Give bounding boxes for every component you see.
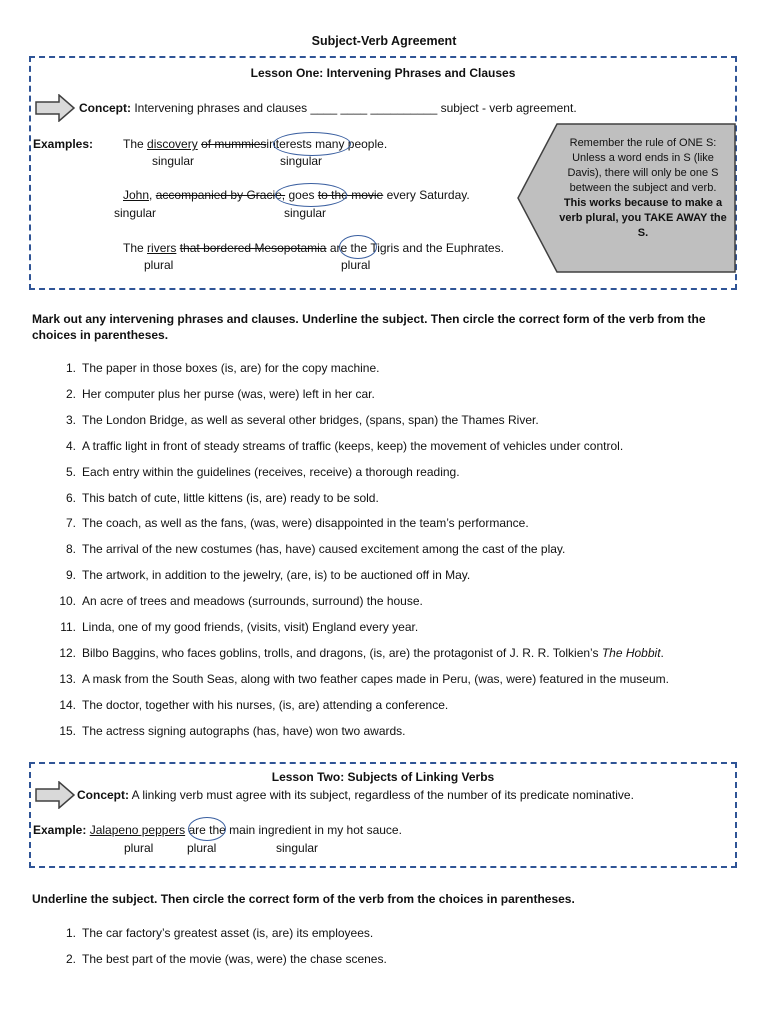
question-text: The artwork, in addition to the jewelry, (are, is) to be auctioned off in May. — [82, 568, 471, 583]
question-text: The doctor, together with his nurses, (is, are) attending a conference. — [82, 697, 449, 712]
verb-circle — [275, 183, 347, 207]
question-item — [54, 698, 448, 712]
lesson-two-box — [29, 762, 737, 868]
example-3-phrase: that bordered Mesopotamia — [179, 241, 327, 255]
question-text: The London Bridge, as well as several other bridges, (spans, span) the Thames River. — [82, 412, 539, 427]
question-item — [54, 646, 664, 660]
example-2-subject: John — [123, 188, 150, 202]
example-1-rest: many people. — [315, 137, 388, 151]
example-3-rest: the Tigris and the Euphrates. — [350, 241, 504, 255]
example-two-rest: the main ingredient in my hot sauce. — [209, 823, 402, 837]
question-number: 1. — [65, 361, 76, 375]
example-1-phrase: of mummies — [201, 137, 267, 151]
question-number: 13. — [59, 671, 76, 686]
example-3-subject: rivers — [147, 241, 177, 255]
concept-line — [79, 101, 577, 115]
question-end-punct: . — [660, 645, 664, 660]
question-item — [54, 387, 375, 401]
example-2-phrase: accompanied by Gracie, — [155, 188, 286, 202]
question-text: Linda, one of my good friends, (visits, visit) England every year. — [82, 620, 419, 634]
question-number: 1. — [65, 926, 76, 940]
question-item — [54, 672, 669, 686]
example-2-comma: , — [149, 188, 153, 202]
question-number: 14. — [59, 697, 76, 712]
question-text: Bilbo Baggins, who faces goblins, trolls, and dragons, (is, are) the protagonist of J. R. R. Tolkien’s — [82, 645, 602, 660]
question-text: The coach, as well as the fans, (was, were) disappointed in the team’s performance. — [82, 516, 529, 531]
question-item — [54, 952, 387, 966]
example-1-verb-label: singular — [280, 154, 323, 168]
question-text: Each entry within the guidelines (receives, receive) a thorough reading. — [82, 464, 460, 479]
concept-two-label: Concept: — [77, 788, 129, 802]
lesson-one-title: Lesson One: Intervening Phrases and Clauses — [250, 66, 516, 80]
question-number: 12. — [59, 645, 76, 660]
example-2-phrase-2: to the movie — [317, 188, 384, 202]
example-1-subject: discovery — [147, 137, 198, 151]
question-text: A mask from the South Seas, along with two feather capes made in Peru, (was, were) featured in the museum. — [82, 671, 669, 686]
question-item — [54, 465, 460, 479]
question-text: The actress signing autographs (has, have) won two awards. — [82, 723, 406, 738]
question-number: 3. — [65, 412, 76, 427]
example-two-label-1: plural — [124, 841, 154, 855]
example-1-verb: interests — [266, 137, 312, 151]
verb-circle — [339, 235, 377, 259]
question-item — [54, 594, 423, 608]
question-item — [54, 926, 373, 940]
example-3-sentence — [123, 241, 504, 255]
example-2-rest: every Saturday. — [386, 188, 470, 202]
question-number: 2. — [65, 386, 76, 401]
concept-two-line — [77, 788, 634, 802]
question-text: An acre of trees and meadows (surrounds, surround) the house. — [82, 594, 423, 609]
example-3-subject-label: plural — [144, 258, 174, 272]
question-item — [54, 568, 470, 582]
example-two-label-2: plural — [187, 841, 217, 855]
question-text: A traffic light in front of steady streams of traffic (keeps, keep) the movement of vehicles under control. — [82, 438, 624, 453]
question-item — [54, 413, 539, 427]
lesson-one-box — [29, 56, 737, 290]
question-number: 9. — [65, 568, 76, 583]
question-number: 4. — [65, 438, 76, 453]
question-number: 10. — [59, 594, 76, 609]
question-text: This batch of cute, little kittens (is, are) ready to be sold. — [82, 490, 379, 505]
concept-two-text: A linking verb must agree with its subject, regardless of the number of its predicate nominative. — [131, 788, 634, 802]
question-number: 7. — [65, 516, 76, 531]
example-3-verb-label: plural — [341, 258, 371, 272]
one-s-rule-callout — [517, 122, 737, 274]
example-3-pre: The — [123, 241, 144, 255]
instructions-lesson-one: Mark out any intervening phrases and clauses. Underline the subject. Then circle the correct form of the verb from the choices in parentheses. — [32, 312, 706, 342]
question-text: Her computer plus her purse (was, were) left in her car. — [82, 386, 375, 401]
examples-label: Examples: — [33, 137, 94, 151]
question-item — [54, 439, 623, 453]
verb-circle — [273, 132, 351, 156]
question-item — [54, 620, 418, 634]
example-2-verb: goes — [288, 188, 315, 202]
question-text: The car factory’s greatest asset (is, are) its employees. — [82, 926, 374, 940]
question-item — [54, 516, 529, 530]
question-number: 15. — [59, 723, 76, 738]
question-number: 11. — [60, 620, 76, 634]
example-1-subject-label: singular — [152, 154, 195, 168]
question-text: The best part of the movie (was, were) the chase scenes. — [82, 952, 387, 966]
example-two-verb: are — [188, 823, 206, 837]
example-two-label-3: singular — [276, 841, 319, 855]
callout-normal-text: Remember the rule of ONE S: Unless a word ends in S (like Davis), there will only be one S between the subject and verb. — [567, 137, 719, 194]
question-item — [54, 491, 379, 505]
example-3-verb: are — [329, 241, 348, 255]
question-number: 2. — [65, 952, 76, 966]
question-text: The paper in those boxes (is, are) for the copy machine. — [82, 361, 380, 375]
example-two-subject: Jalapeno peppers — [89, 823, 186, 837]
example-1-pre: The — [123, 137, 144, 151]
callout-bold-text: This works because to make a verb plural, you TAKE AWAY the S. — [559, 197, 727, 239]
question-number: 6. — [65, 490, 76, 505]
question-item — [54, 542, 565, 556]
concept-text: Intervening phrases and clauses ____ ____ __________ subject - verb agreement. — [134, 101, 577, 115]
question-number: 5. — [65, 464, 76, 479]
example-two-label: Example: — [33, 823, 87, 837]
callout-text — [557, 136, 729, 241]
verb-circle — [188, 817, 226, 841]
concept-label: Concept: — [79, 101, 131, 115]
arrow-right-icon — [35, 781, 75, 809]
question-number: 8. — [65, 542, 76, 557]
example-2-verb-label: singular — [284, 206, 327, 220]
book-title: The Hobbit — [601, 645, 661, 660]
lesson-two-title: Lesson Two: Subjects of Linking Verbs — [271, 770, 495, 784]
question-text: The arrival of the new costumes (has, have) caused excitement among the cast of the play. — [82, 542, 566, 557]
example-2-subject-label: singular — [114, 206, 157, 220]
arrow-right-icon — [35, 94, 75, 122]
question-item — [54, 724, 406, 738]
instructions-lesson-two: Underline the subject. Then circle the correct form of the verb from the choices in parentheses. — [32, 892, 575, 906]
page-title: Subject-Verb Agreement — [311, 34, 457, 48]
question-item — [54, 361, 380, 375]
